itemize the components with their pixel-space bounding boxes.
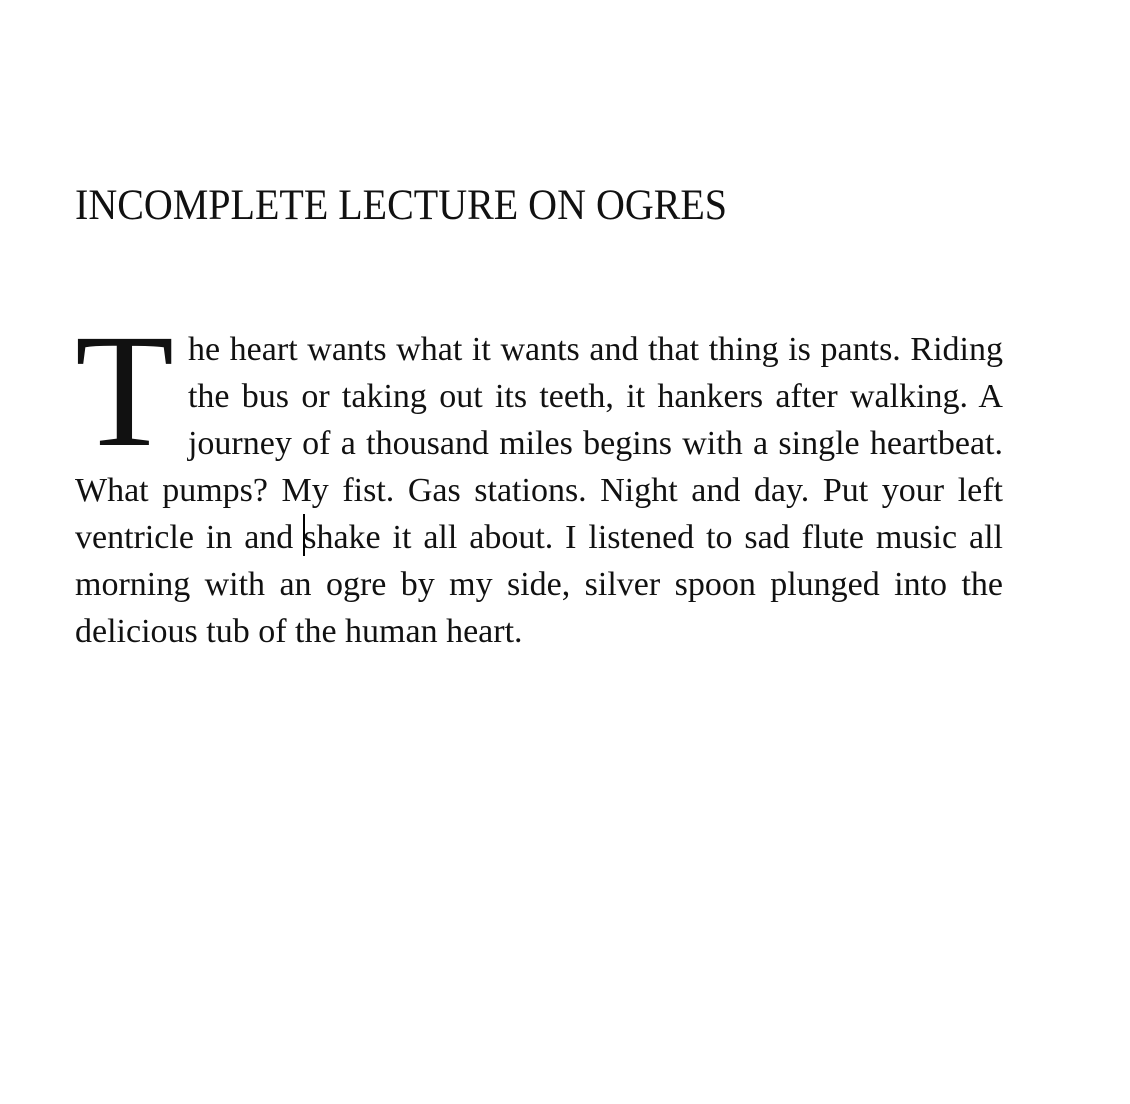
drop-cap: T <box>75 302 174 481</box>
body-text-before-cursor: he heart wants what it wants and that thing is pants. Riding the bus or taking out its teeth, it hankers after walking. A journey of a thousand miles begins with a single heartbeat. What pumps? My fist. Gas stations. Night and day. Put your left ventricle in and <box>75 331 1003 556</box>
body-paragraph[interactable] <box>75 302 1003 655</box>
document-page <box>75 0 1003 1104</box>
body-text-after-cursor: shake it all about. I listened to sad flute music all morning with an ogre by my side, silver spoon plunged into the delicious tub of the human heart. <box>75 519 1003 650</box>
document-title: INCOMPLETE LECTURE ON OGRES <box>75 182 728 229</box>
